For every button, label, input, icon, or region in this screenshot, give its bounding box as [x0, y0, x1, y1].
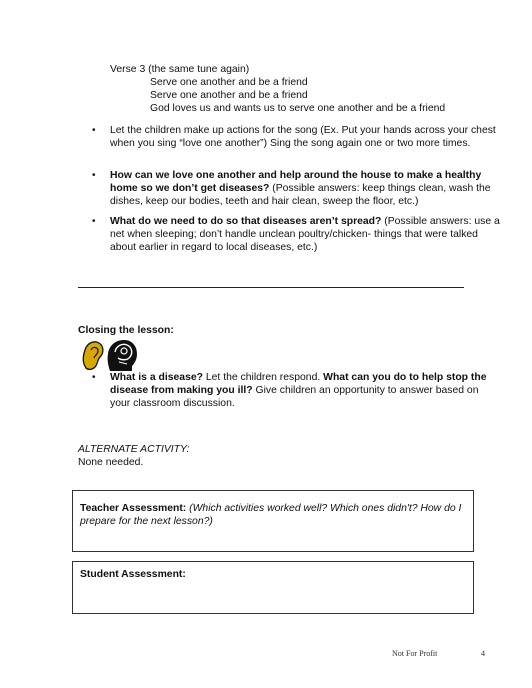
bullet-marker: • — [92, 170, 96, 181]
teacher-assessment-prompt: (Which activities worked well? Which ones didn't? How do I prepare for the next lesson?) — [80, 503, 462, 527]
alternate-activity-heading: ALTERNATE ACTIVITY: — [78, 444, 190, 455]
verse-line: Serve one another and be a friend — [150, 77, 308, 88]
closing-q1-note: Let the children respond. — [202, 372, 324, 383]
teacher-assessment-content — [80, 502, 465, 528]
horizontal-divider — [78, 287, 464, 288]
bullet-actions — [110, 124, 500, 150]
bullet-marker: • — [92, 125, 96, 136]
bullet-marker: • — [92, 216, 96, 227]
student-assessment-label: Student Assessment: — [80, 569, 186, 580]
bullet-actions-text: Let the children make up actions for the song (Ex. Put your hands across your chest when you sing “love one another”) Sing the song again one or two more times. — [110, 125, 496, 149]
student-assessment-box — [72, 561, 474, 614]
head-thinking-icon — [108, 340, 137, 371]
student-assessment-content — [80, 568, 465, 581]
verse-line: God loves us and wants us to serve one another and be a friend — [150, 103, 446, 114]
bullet-spread — [110, 215, 500, 254]
closing-heading: Closing the lesson: — [78, 325, 174, 336]
footer-note: Not For Profit — [392, 649, 438, 658]
closing-q1: What is a disease? — [110, 372, 203, 383]
bullet-marker: • — [92, 372, 96, 383]
closing-q2: What can you do to help stop the disease from making you ill? — [110, 372, 487, 396]
teacher-assessment-box — [72, 490, 474, 552]
closing-q2-note: Give children an opportunity to answer based on your classroom discussion. — [110, 385, 479, 409]
bullet-healthy-home-answers: (Possible answers: keep things clean, wash the dishes, keep our bodies, teeth and hair clean, sweep the floor, etc.) — [110, 183, 491, 207]
page-number: 4 — [481, 649, 485, 658]
verse-heading: Verse 3 (the same tune again) — [110, 64, 250, 75]
verse-line: Serve one another and be a friend — [150, 90, 308, 101]
closing-questions — [110, 371, 500, 410]
teacher-assessment-label: Teacher Assessment: — [80, 503, 187, 514]
listen-think-icons — [80, 338, 138, 372]
bullet-spread-answers: (Possible answers: use a net when sleeping; don’t handle unclean poultry/chicken- things that were talked about earlier in regard to local diseases, etc.) — [110, 216, 500, 253]
bullet-healthy-home-question: How can we love one another and help around the house to make a healthy home so we don’t get diseases? — [110, 170, 482, 194]
bullet-healthy-home — [110, 169, 500, 208]
bullet-spread-question: What do we need to do so that diseases aren’t spread? — [110, 216, 382, 227]
alternate-activity-text: None needed. — [78, 457, 144, 468]
ear-icon — [83, 342, 103, 370]
